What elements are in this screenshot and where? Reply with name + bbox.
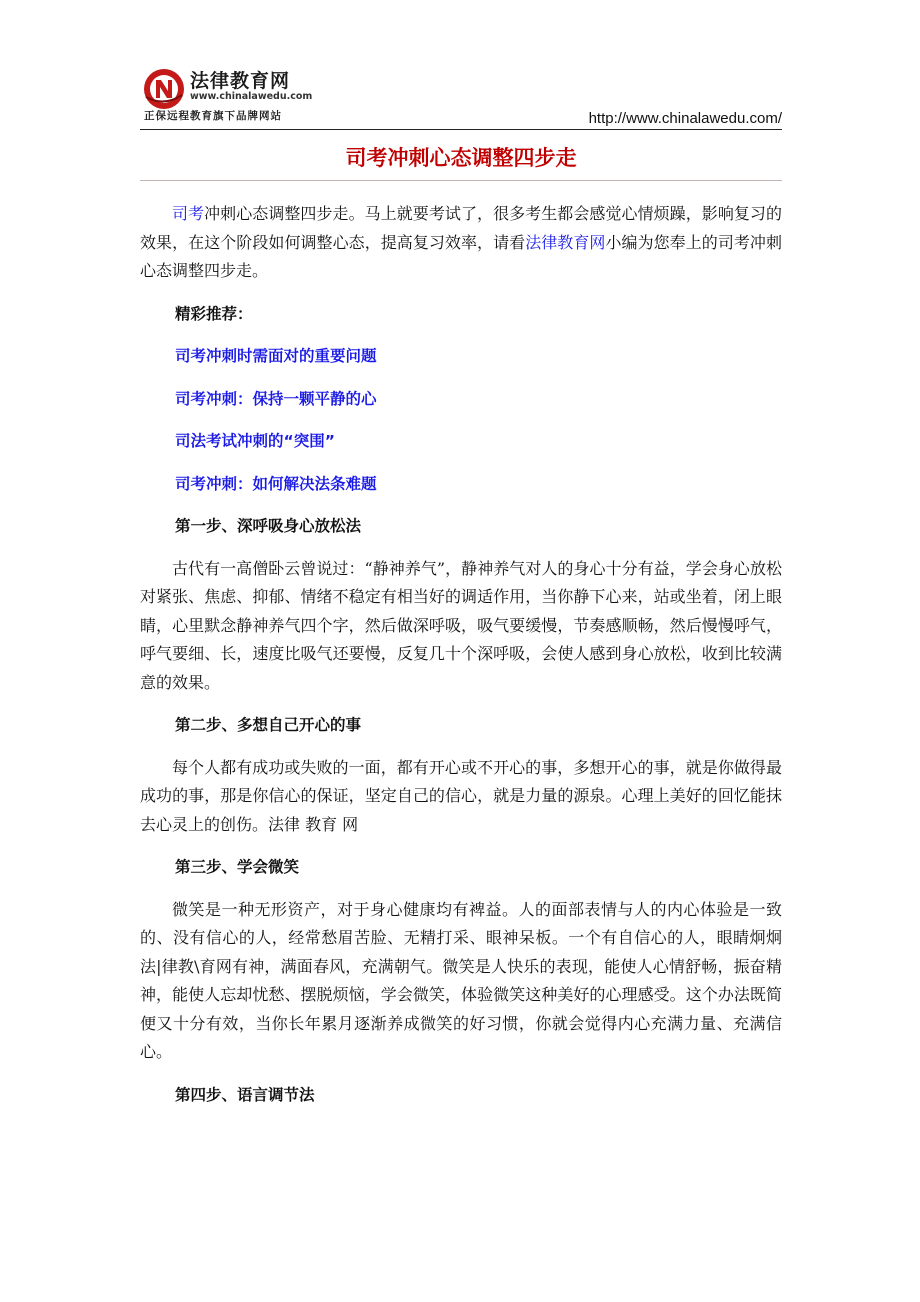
intro-link-sikao[interactable]: 司考 (172, 204, 205, 223)
recommend-heading: 精彩推荐： (175, 304, 253, 323)
recommend-link-3[interactable]: 司法考试冲刺的“突围” (175, 432, 335, 450)
document-header (140, 64, 782, 128)
recommend-link-1[interactable]: 司考冲刺时需面对的重要问题 (175, 347, 377, 365)
intro-text-2: 小编为您奉上的司考冲刺心态调整四步走。 (140, 232, 782, 280)
step-3-body: 微笑是一种无形资产，对于身心健康均有裨益。人的面部表情与人的内心体验是一致的、没有信心的人，经常愁眉苦脸、无精打采、眼神呆板。一个有自信心的人，眼睛炯炯法|律教\育网有神，满面春风，充满朝气。微笑是人快乐的表现，能使人心情舒畅，振奋精神，能使人忘却忧愁、摆脱烦恼，学会微笑，体验微笑这种美好的心理感受。这个办法既简便又十分有效，当你长年累月逐渐养成微笑的好习惯，你就会觉得内心充满力量、充满信心。 (140, 899, 782, 1061)
recommend-link-4[interactable]: 司考冲刺：如何解决法条难题 (175, 474, 377, 493)
red-circle-n-logo-icon (142, 67, 186, 111)
recommend-link-2[interactable]: 司考冲刺：保持一颗平静的心 (175, 389, 377, 408)
step-3-heading: 第三步、学会微笑 (175, 858, 300, 876)
site-logo[interactable] (140, 64, 312, 122)
logo-name: 法律教育网 (190, 70, 291, 92)
site-url[interactable]: http://www.chinalawedu.com/ (588, 110, 782, 127)
logo-slogan: 正保远程教育旗下品牌网站 (144, 110, 282, 122)
page-title: 司考冲刺心态调整四步走 (345, 146, 577, 170)
step-4-heading: 第四步、语言调节法 (175, 1085, 315, 1104)
intro-link-site[interactable]: 法律教育网 (525, 232, 606, 252)
intro-paragraph (140, 200, 782, 286)
header-divider (140, 129, 782, 130)
logo-domain: www.chinalawedu.com (190, 91, 313, 102)
step-2-heading: 第二步、多想自己开心的事 (175, 716, 362, 734)
intro-text-1: 冲刺心态调整四步走。马上就要考试了，很多考生都会感觉心情烦躁，影响复习的效果，在这个阶段如何调整心态，提高复习效率，请看 (140, 204, 782, 252)
title-divider (140, 180, 782, 181)
step-1-body: 古代有一高僧卧云曾说过：“静神养气”，静神养气对人的身心十分有益，学会身心放松对紧张、焦虑、抑郁、情绪不稳定有相当好的调适作用，当你静下心来，站或坐着，闭上眼睛，心里默念静神养气四个字，然后做深呼吸，吸气要缓慢，节奏感顺畅，然后慢慢呼气，呼气要细、长，速度比吸气还要慢，反复几十个深呼吸，会使人感到身心放松，收到比较满意的效果。 (140, 558, 782, 692)
step-2-body: 每个人都有成功或失败的一面，都有开心或不开心的事，多想开心的事，就是你做得最成功的事，那是你信心的保证，坚定自己的信心，就是力量的源泉。心理上美好的回忆能抹去心灵上的创伤。法律 教育 网 (140, 757, 782, 834)
article-body (140, 200, 782, 1109)
step-1-heading: 第一步、深呼吸身心放松法 (175, 517, 362, 535)
